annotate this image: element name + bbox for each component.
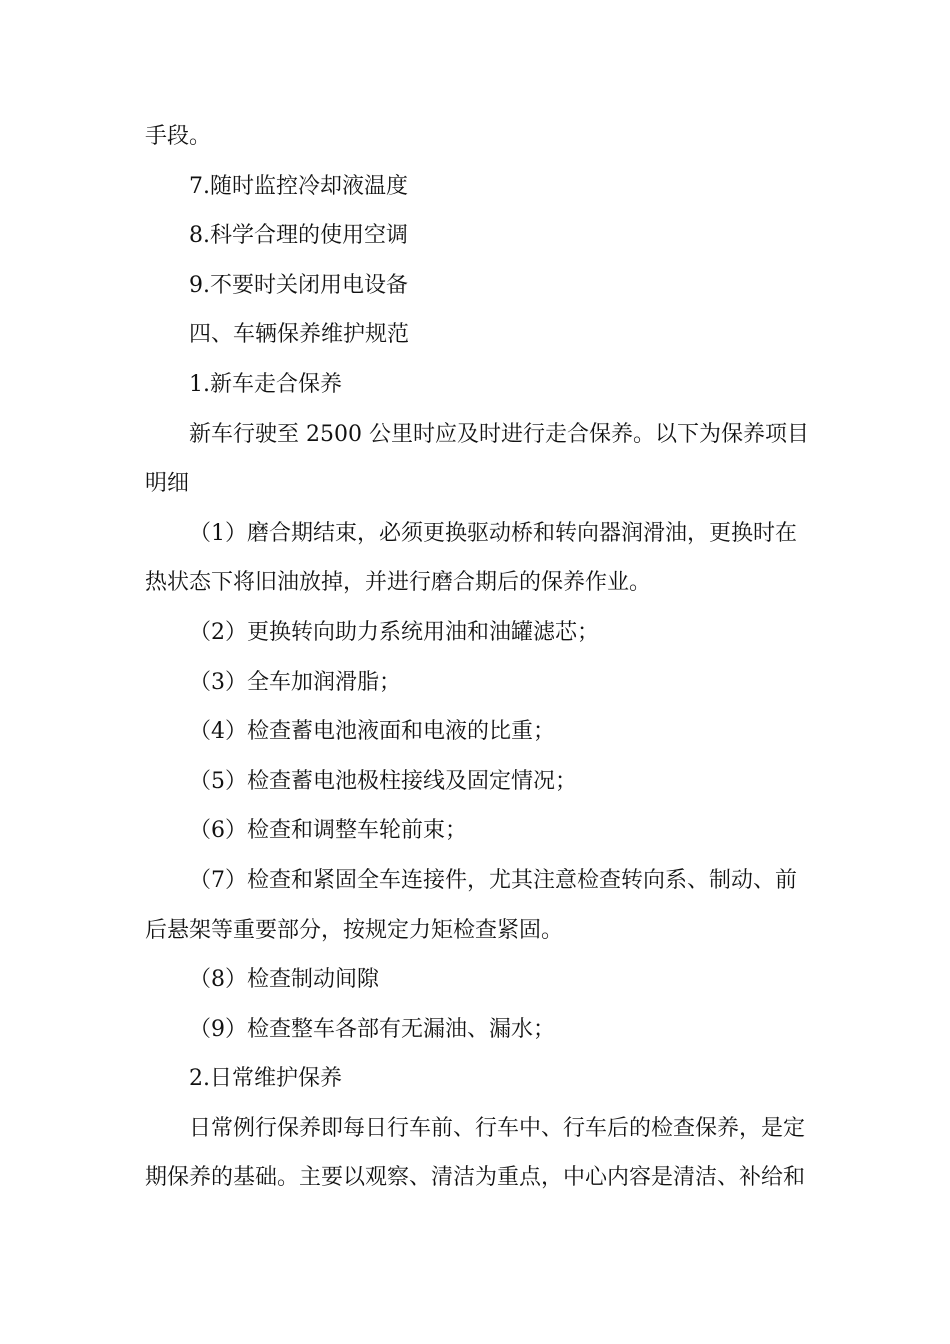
maintenance-item-1: （1）磨合期结束，必须更换驱动桥和转向器润滑油，更换时在	[189, 520, 797, 546]
paragraph-line: 期保养的基础。主要以观察、清洁为重点，中心内容是清洁、补给和	[145, 1165, 806, 1191]
maintenance-item-8: （8）检查制动间隙	[189, 967, 379, 993]
paragraph-line: 新车行驶至 2500 公里时应及时进行走合保养。以下为保养项目	[189, 421, 809, 447]
text-line-continuation: 手段。	[145, 124, 212, 149]
maintenance-item-4: （4）检查蓄电池液面和电液的比重；	[189, 719, 555, 745]
maintenance-item-7: （7）检查和紧固全车连接件，尤其注意检查转向系、制动、前	[189, 867, 797, 893]
maintenance-item-5: （5）检查蓄电池极柱接线及固定情况；	[189, 768, 577, 794]
document-body	[145, 112, 810, 1203]
paragraph-line: 日常例行保养即每日行车前、行车中、行车后的检查保养，是定	[189, 1115, 806, 1141]
section-heading-4: 四、车辆保养维护规范	[189, 322, 410, 348]
subsection-heading-2: 2.日常维护保养	[189, 1066, 342, 1092]
list-item-7: 7.随时监控冷却液温度	[189, 173, 408, 199]
list-item-9: 9.不要时关闭用电设备	[189, 272, 408, 298]
maintenance-item-6: （6）检查和调整车轮前束；	[189, 818, 467, 844]
maintenance-item-3: （3）全车加润滑脂；	[189, 669, 401, 695]
maintenance-item-2: （2）更换转向助力系统用油和油罐滤芯；	[189, 619, 599, 645]
list-item-8: 8.科学合理的使用空调	[189, 223, 408, 249]
maintenance-item-9: （9）检查整车各部有无漏油、漏水；	[189, 1016, 555, 1042]
maintenance-item-7-continuation: 后悬架等重要部分，按规定力矩检查紧固。	[145, 917, 564, 943]
maintenance-item-1-continuation: 热状态下将旧油放掉，并进行磨合期后的保养作业。	[145, 570, 652, 596]
paragraph-line: 明细	[145, 471, 190, 497]
subsection-heading-1: 1.新车走合保养	[189, 371, 342, 397]
